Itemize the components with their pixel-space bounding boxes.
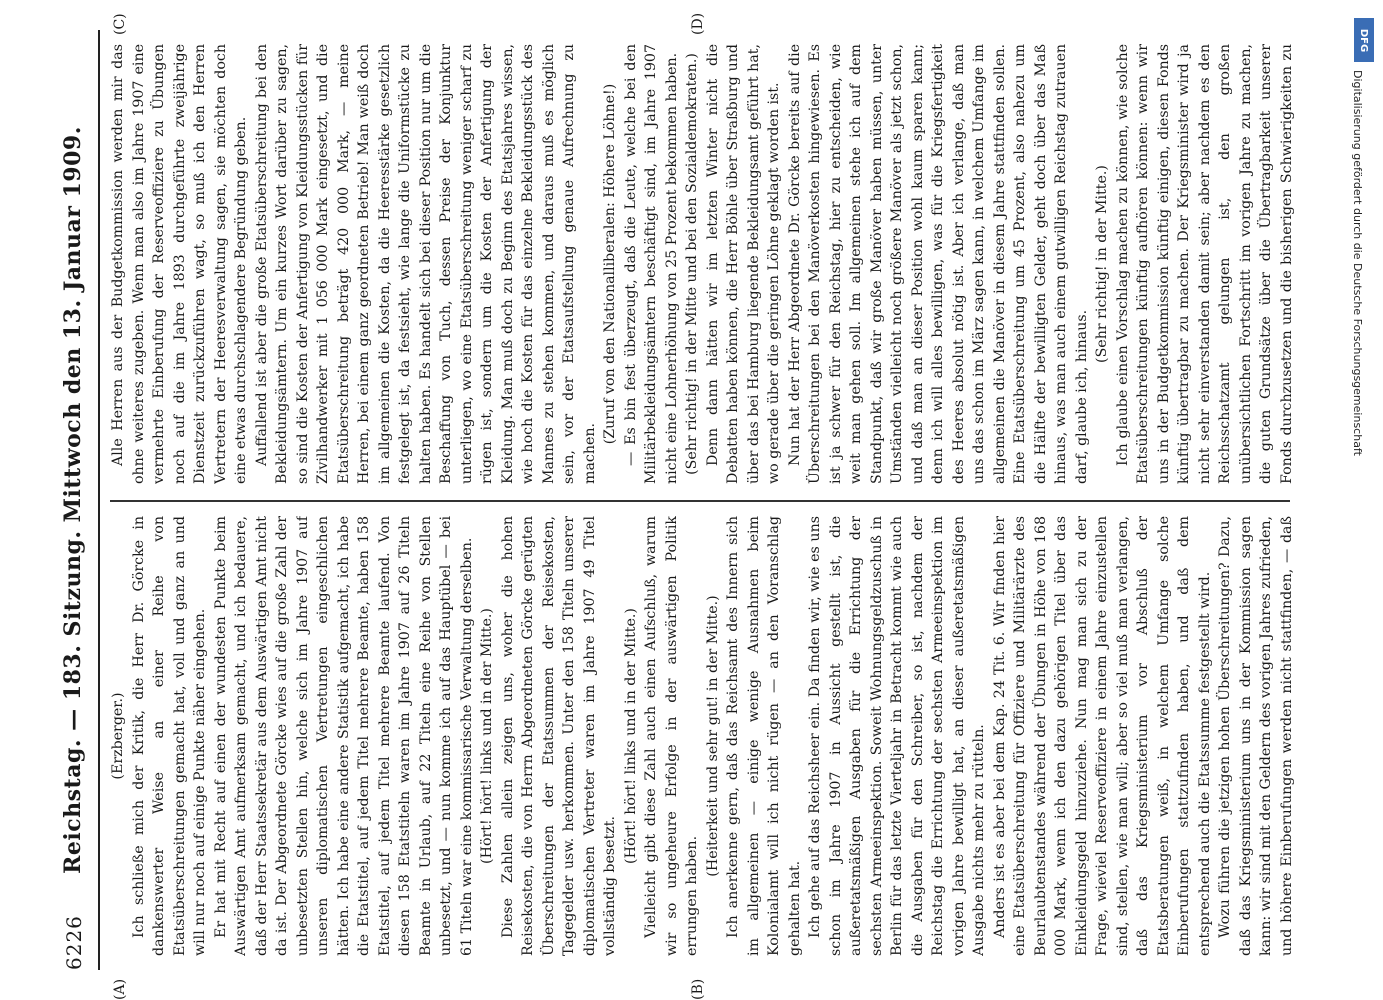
paragraph: (Heiterkeit und sehr gut! in der Mitte.) xyxy=(704,595,721,877)
page-title: Reichstag. — 183. Sitzung. Mittwoch den 13. Januar 1909. xyxy=(60,126,86,874)
paragraph: Ich glaube einen Vorschlag machen zu können, wie solche Etatsüberschreitungen künftig aufhören können: wenn wir uns in der Budgetkommission künftig einigen, diesen Fonds künftig übertragbar zu machen. Der Kriegsminister wird ja nicht sehr einverstanden damit sein; aber nachdem es den Reichsschatzamt gelungen ist, den großen unübersichtlichen Fortschritt im vorigen Jahre zu machen, die guten Grundsätze über die Übertragbarkeit unserer Fonds durchzusetzen und die bisherigen Schwierigkeiten zu xyxy=(1114,44,1295,484)
paragraph: Vielleicht gibt diese Zahl auch einen Aufschluß, warum wir so ungeheure Erfolge in der auswärtigen Politik errungen haben. xyxy=(643,516,700,956)
paragraph: Nun hat der Herr Abgeordnete Dr. Görcke bereits auf die Überschreitungen bei den Manöverkosten hingewiesen. Es ist ja schwer für den Reichstag, hier zu entscheiden, wie weit man gehen soll. Im allgemeinen stehe ich auf dem Standpunkt, daß wir große Manöver haben müssen, unter Umständen vielleicht noch größere Manöver als jetzt schon, und daß man an dieser Position wohl kaum sparen kann; denn ich will alles bewilligen, was für die Kriegsfertigkeit des Heeres absolut nötig ist. Aber ich verlange, daß man uns das schon im März sagen kann, in welchem Umfange im allgemeinen die Manöver in diesem Jahre stattfinden sollen. Eine Etatsüberschreitung um 45 Prozent, also nahezu um die Hälfte der bewilligten Gelder, geht doch über das Maß hinaus, was man auch einem gutwilligen Reichstag zutrauen darf, glaube ich, hinaus. xyxy=(786,44,1090,484)
paragraph: (Zuruf von den Nationalliberalen: Höhere Löhne!) xyxy=(602,83,618,445)
paragraph: Denn dann hätten wir im letzten Winter nicht die Debatten haben können, die Herr Böhle über Straßburg und über das bei Hamburg liegende Bekleidungsamt geführt hat, wo gerade über die geringen Löhne geklagt worden ist. xyxy=(704,44,782,484)
paragraph: Alle Herren aus der Budgetkommission werden mir das ohne weiteres zugeben. Wenn man also im Jahre 1907 eine vermehrte Einberufung der Reserveoffiziere zu Übungen noch auf die im Jahre 1893 durchgeführte zweijährige Dienstzeit zurückzuführen wagt, so muß ich den Herren Vertretern der Heeresverwaltung sagen, sie möchten doch eine etwas durchschlagendere Begründung geben. xyxy=(110,44,249,484)
paragraph: Auffallend ist aber die große Etatsüberschreitung bei den Bekleidungsämtern. Um ein kurzes Wort darüber zu sagen, so sind die Kosten der Anfertigung von Kleidungsstücken für Zivilhandwerker mit 1 056 000 Mark eingesetzt, und die Etatsüberschreitung beträgt 420 000 Mark, — meine Herren, bei einem ganz geordneten Betrieb! Man weiß doch im allgemeinen die Kosten, da die Heeresstärke gesetzlich festgelegt ist, da festsieht, wie lange die Uniformstücke zu halten haben. Es handelt sich bei dieser Position nur um die Beschaffung von Tuch, dessen Preise der Konjunktur unterliegen, wo eine Etatsüberschreitung weniger scharf zu rügen ist, sondern um die Kosten der Anfertigung der Kleidung. Man muß doch zu Beginn des Etatsjahres wissen, wie hoch die Kosten für das einzelne Bekleidungsstück des Mannes zu stehen kommen, und daraus muß es möglich sein, vor der Etatsaufstellung genaue Aufrechnung zu machen. xyxy=(253,44,598,484)
digitization-credit-bar xyxy=(1350,10,1378,990)
paragraph: (Hört! hört! links und in der Mitte.) xyxy=(479,608,495,864)
paragraph: Wozu führen die jetzigen hohen Überschreitungen? Dazu, daß das Kriegsministerium uns in der Kommission sagen kann: wir sind mit den Geldern des vorigen Jahres zufrieden, und höhere Einberufungen werden nicht stattfinden, — daß xyxy=(1217,516,1295,956)
paragraph: Anders ist es aber bei dem Kap. 24 Tit. 6. Wir finden hier eine Etatsüberschreitung für Offiziere und Militärärzte des Beurlaubtenstandes während der Übungen in Höhe von 168 000 Mark, wenn ich den dazu gehörigen Titel über das Einkleidungsgeld hinzuziehe. Nun mag man sich zu der Frage, wieviel Reserveoffiziere in einem Jahre einzustellen sind, stellen, wie man will; aber so viel muß man verlangen, daß das Kriegsministerium vor Abschluß der Etatsberatungen weiß, in welchem Umfange solche Einberufungen stattzufinden haben, und daß dem entsprechend auch die Etatssumme festgestellt wird. xyxy=(991,516,1213,956)
margin-mark-b: (B) xyxy=(690,978,706,1000)
paragraph: (Sehr richtig! in der Mitte.) xyxy=(1094,165,1110,363)
paragraph: Ich schließe mich der Kritik, die Herr Dr. Görcke in dankenswerter Weise an einer Reihe von Etatsüberschreitungen gemacht hat, voll und ganz an und will nur noch auf einige Punkte näher eingehen. xyxy=(130,516,208,956)
margin-mark-d: (D) xyxy=(690,12,706,35)
dfg-logo: DFG xyxy=(1354,18,1374,62)
paragraph: (Hört! hört! links und in der Mitte.) xyxy=(622,608,639,864)
column-separator xyxy=(110,500,1290,502)
header-rule xyxy=(98,30,100,970)
newspaper-page xyxy=(40,12,1340,1000)
paragraph: (Sehr richtig! in der Mitte und bei den Sozialdemokraten.) xyxy=(684,53,700,475)
paragraph: Diese Zahlen allein zeigen uns, woher die hohen Reisekosten, die von Herrn Abgeordneten Görcke gerügten Überschreitungen der Etatssummen der Reisekosten, Tagegelder usw. herkommen. Unter den 158 Titeln unserer diplomatischen Vertreter waren im Jahre 1907 49 Titel vollständig besetzt. xyxy=(499,516,618,956)
page-header xyxy=(62,30,96,970)
paragraph: Er hat mit Recht auf einen der wundesten Punkte beim Auswärtigen Amt aufmerksam gemacht, und ich bedauere, daß der Herr Staatssekretär aus dem Auswärtigen Amt nicht da ist. Der Abgeordnete Görcke wies auf die große Zahl der unbesetzten Stellen hin, welche sich im Jahre 1907 auf unseren diplomatischen Vertretungen eingeschlichen hätten. Ich habe eine andere Statistik aufgemacht, ich habe die Etatstitel, auf jedem Titel mehrere Beamte, haben 158 Etatstitel, auf jedem Titel mehrere Beamte laufend. Von diesen 158 Etatstiteln waren im Jahre 1907 auf 26 Titeln Beamte in Urlaub, auf 22 Titeln eine Reihe von Stellen unbesetzt, und — nun komme ich auf das Hauptübel — bei 61 Titeln war eine kommissarische Verwaltung derselben. xyxy=(212,516,475,956)
left-column xyxy=(108,516,1298,956)
paragraph: (Erzberger.) xyxy=(110,692,126,780)
paragraph: Ich gehe auf das Reichsheer ein. Da finden wir, wie es uns schon im Jahre 1907 in Aussicht gestellt ist, die außeretatsmäßigen Ausgaben für die Errichtung der sechsten Armeeinspektion. Soweit Wohnungsgeldzuschuß in Berlin für das letzte Vierteljahr in Betracht kommt wie auch die Ausgaben für den Schreiber, so ist, nachdem der Reichstag die Errichtung der sechsten Armeeinspektion im vorigen Jahre bewilligt hat, an dieser außeretatsmäßigen Ausgabe nichts mehr zu rütteln. xyxy=(807,516,987,956)
margin-mark-a: (A) xyxy=(112,978,128,1000)
page-number: 6226 xyxy=(62,915,86,970)
digitization-credit: Digitalisierung gefördert durch die Deutsche Forschungsgemeinschaft xyxy=(1351,70,1364,456)
paragraph: — Es bin fest überzeugt, daß die Leute, welche bei den Militärbekleidungsämtern beschäftigt sind, im Jahre 1907 nicht eine Lohnerhöhung von 25 Prozent bekommen haben. xyxy=(622,44,680,484)
right-column xyxy=(108,44,1298,484)
paragraph: Ich anerkenne gern, daß das Reichsamt des Innern sich im allgemeinen — einige wenige Ausnahmen beim Kolonialamt will ich nicht rügen — an den Voranschlag gehalten hat. xyxy=(725,516,803,956)
margin-mark-c: (C) xyxy=(112,13,128,35)
